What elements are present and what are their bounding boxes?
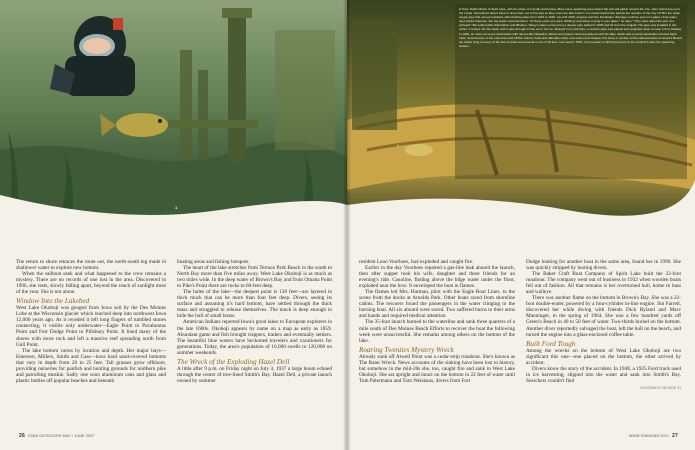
caption-number: 2 (459, 7, 461, 11)
wreck-photo (347, 0, 695, 218)
left-column-1 (16, 259, 166, 384)
paragraph: Dodge looking for another boat in the same area, found her in 1990. She was quickly stripped by looting divers. (526, 259, 681, 272)
right-page (347, 0, 695, 450)
paragraph: The heart of the lake stretches from Terrace Park Beach in the south to North Bay more than five miles away. West Lake Okoboji is as much as two miles wide. In the deep water of Brown's Bay and from Omaha Point to Pike's Point there are rocks to 60-feet deep. (177, 265, 332, 290)
section-heading-roaring-twenties: Roaring Twenties Mystery Wreck (359, 345, 454, 354)
photo-number-1: 1 (175, 205, 178, 210)
caption-text: Once Dollar Marsh of Spirit Lake, with the state of a small-mouth bass, Boss some spawning area waters flat and will gather around the site, often swimming up to the meals. Sometimes divers have to obey them out of the way so they cover the lake bottom. 3 A small mouth bass patrols the remains of the City of Hill's the water supply pipe that served residents with drinking water from 1915 to 1946. Up until 1915, dugouts and tiny freshwater drainage could be seen in a glass of tap water, says David Coleman, the city water superintendent. "At those years you were drinking something moving in your glass," he says." They were about the size of a pinhead." But ended with chlorination and filtration, Tobey's water comes from a deeper pipe added in 1935 and far from the original. The pipe was installed in the winter. It looked into the water with a pipe through a hole cut in the ice. Brought in by old ships, a wooden pipe was placed and weighted down to keep it from floating. In 1884, as many as seven steamships with names like Hiawatha, Minnie and Queen carried people around the lake, which was a tourist destination around Spirit Lake. Several were in the mid-sized and 1870s, before roads and railroads made it an easier and cheaper trip. Even a number of the railroad tracks of Green's Beach, the tracks lying in seven of the feet of water and several in one of 25 feet. Last used in 1951, the propeller is still lying almost at the small fish after the spawning season. (459, 7, 683, 48)
issue-date: MAY / JUNE 2007 (62, 434, 95, 438)
left-folio (16, 433, 95, 439)
paragraph: West Lake Okoboji was gouged from Iowa soil by the Des Moines Lobe at the Wisconsin glacier which reached deep into northwest Iowa 12,000 years ago. As it receded it left long fingers of tumbled stones connecting, it visible only underwater—Eagle Point to Pocahontas Point and Fort Dodge Point to Pillsbury Point. It lined many of the shores with more rock and left a massive reef spreading north from Gull Point. (16, 305, 166, 348)
left-page (0, 0, 347, 450)
right-column-2 (526, 259, 681, 391)
page-wave-right (347, 160, 695, 218)
magazine-name: IOWA OUTDOORS (27, 434, 62, 438)
paragraph: A little after 9 p.m. on Friday night on July 3, 1937 a large boom echoed through the center of tree-lined Smith's Bay. Hazel Dell, a private launch owned by summer (177, 365, 332, 384)
paragraph: The flames led Mrs. Harman, pilot with the Eagle Boat Lines, to the scene from the docks at Arnolds Park. Other boats raced from shoreline cabins. The rescuers found the passengers in the water clinging to the burning boat. All six aboard were saved. Two suffered burns to their arms and hands and required medical attention. (359, 289, 515, 320)
paragraph: resident Leon Voorhees, had exploded and caught fire. (359, 259, 474, 265)
diver-photo (0, 0, 347, 218)
right-folio (629, 433, 681, 439)
paragraph: Earlier in the day Voorhees repaired a gas-line leak aboard the launch, then after supper took his wife, daughter and three friends for an evening's ride. Gasoline, finding above the bilge water under the floor, exploded near the bow. It enveloped the boat in flames. (359, 265, 515, 290)
paragraph: Already sunk off Atwell Point was a cedar-strip runabout. She's known as The Rater Wreck. News accounts of the sinking have been lost to history, but somehow in the mid-20s she, too, caught fire and sank in West Lake Okoboji. She sat upright and intact on the bottom in 22 feet of water until Tom Palermann and Tom Weishaus, divers from Fort (359, 353, 515, 384)
paragraph: The holes of the lake—the deepest point is 138 feet—are layered in thick muck that can be more than four feet deep. Divers, seeing its surface and assuming it's hard bottom, have settled through the thick mass and struggled to release themselves. The muck is deep enough to hide the hull of small boats. (177, 289, 332, 320)
paragraph: The 35-foot launch burned to the waterline and sank three quarters of a mile south of Des Moines Beach Efforts to recover the boat the following week were unsuccessful. She remains among others on the bottom of the lake. (359, 319, 515, 344)
paragraph: When the sailboat sank and what happened to the crew remains a mystery. There are no records of one lost in the area. Discovered in 1996, she rests, slowly falling apart, beyond the reach of sunlight most of the year. She is not alone. (16, 271, 166, 296)
paragraph: The return to shore retraces the route out, the north-south leg made in shallower water to explore new bottom. (16, 259, 166, 272)
paragraph: There was another flame on the bottom in Brown's Bay. She was a 22-foot double-ender, powered by a four-cylinder in-line engine. Jim Farrell, discovered her while diving with friends Dick Ryland and Marv Manninger, in the spring of 1964. She was a few hundred yards off Green's Beach in 40 to 50 feet of water. Two-thirds buried on the bottom. Another diver reportedly salvaged the boat, left the hull on the beach, and turned the engine into a glass-enclosed coffee table. (526, 295, 681, 338)
section-heading-hazel-dell: The Wreck of the Exploding Hazel Dell (177, 357, 290, 366)
website: WWW.IOWADNR.GOV (628, 434, 670, 438)
continued-notice: CONTINUED ON PAGE 31 (639, 385, 681, 390)
paragraph: Divers know the story of the accident. In 1948, a 1925 Ford truck used in ice harvesting, slipped into the water and sank into Smith's Bay. Searchers couldn't find (526, 365, 681, 384)
page-number-left: 26 (19, 433, 25, 439)
right-column-1 (359, 259, 515, 384)
paragraph: Among the wrecks on the bottom of West Lake Okoboji are two significant this one—one placed on the bottom, the other arrived by accident. (526, 347, 681, 366)
paragraph: The Baker Craft Boat Company of Spirit Lake built the 22-foot runabout. The company went out of business in 1932 when wooden boats fell out of fashion. All that remains is her overturned hull, home to bass and walleye. (526, 271, 681, 296)
section-heading-window: Window Into the Lakebed (16, 297, 90, 306)
left-column-2 (177, 259, 332, 384)
section-heading-built-ford-tough: Built Ford Tough (526, 339, 576, 348)
spine-gutter (343, 0, 351, 450)
paragraph: boating areas and fishing hotspots. (177, 259, 250, 265)
paragraph: The lake bottom varies by location and depth. Her major bays—Emerson, Millers, Smith and Cass—have hard sand-covered bottoms that vary in depth from 20 to 25 feet. Tall grasses grow offshore, providing nurseries for panfish and hunting grounds for northern pike and patrolling muskie. Sadly one soon aluminum cans and glass and plastic bottles off popular beaches and beneath (16, 347, 166, 384)
photo-caption (459, 7, 684, 48)
paragraph: American Indians reported Iowa's great lakes to European explorers in the late 1600s. Okoboji appears by name on a map as early as 1859. Abundant game and fish brought trappers, traders and eventually settlers. The beautiful blue waters have beckoned travelers and vacationers for generations. Today, the area's population of 10,000 swells to 120,000 on summer weekends. (177, 319, 332, 356)
page-number-right: 27 (672, 433, 678, 439)
page-wave-left (0, 165, 347, 218)
